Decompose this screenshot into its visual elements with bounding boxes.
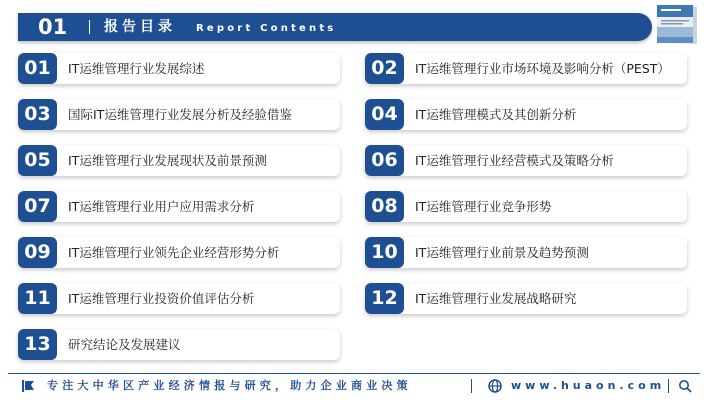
section-subtitle: Report Contents: [196, 23, 337, 34]
toc-item-number: 08: [365, 191, 404, 222]
toc-item-number: 03: [18, 99, 57, 130]
toc-item[interactable]: [365, 237, 687, 268]
toc-item-label: IT运维管理行业用户应用需求分析: [68, 199, 255, 214]
footer-website[interactable]: www.huaon.com: [511, 379, 666, 392]
toc-item[interactable]: [18, 283, 340, 314]
toc-item-label: 国际IT运维管理行业发展分析及经验借鉴: [68, 107, 292, 122]
toc-item-number: 04: [365, 99, 404, 130]
toc-item[interactable]: [18, 145, 340, 176]
toc-item-number: 07: [18, 191, 57, 222]
footer-separator: [668, 379, 669, 393]
toc-item[interactable]: [18, 329, 340, 360]
toc-item-label: IT运维管理行业经营模式及策略分析: [415, 153, 614, 168]
report-cover-thumbnail: [655, 3, 701, 45]
toc-item-number: 01: [18, 53, 57, 84]
flag-icon: [21, 379, 35, 393]
toc-item-label: IT运维管理行业发展综述: [68, 61, 205, 76]
toc-item-number: 09: [18, 237, 57, 268]
toc-item-number: 02: [365, 53, 404, 84]
toc-item[interactable]: [365, 191, 687, 222]
toc-item[interactable]: [365, 53, 687, 84]
toc-item[interactable]: [365, 283, 687, 314]
toc-item-number: 12: [365, 283, 404, 314]
toc-item-label: 研究结论及发展建议: [68, 337, 181, 352]
toc-item-number: 13: [18, 329, 57, 360]
toc-item[interactable]: [365, 99, 687, 130]
toc-item-number: 06: [365, 145, 404, 176]
section-number: 01: [38, 15, 68, 39]
footer-slogan: 专注大中华区产业经济情报与研究，助力企业商业决策: [47, 379, 412, 392]
toc-item-label: IT运维管理行业投资价值评估分析: [68, 291, 255, 306]
toc-item-number: 11: [18, 283, 57, 314]
header-divider: [89, 20, 90, 34]
toc-item-label: IT运维管理模式及其创新分析: [415, 107, 577, 122]
search-icon[interactable]: [678, 379, 692, 393]
toc-item-number: 10: [365, 237, 404, 268]
toc-item[interactable]: [365, 145, 687, 176]
toc-item-label: IT运维管理行业发展现状及前景预测: [68, 153, 267, 168]
section-header: [18, 13, 652, 41]
toc-item-number: 05: [18, 145, 57, 176]
toc-item-label: IT运维管理行业竞争形势: [415, 199, 552, 214]
toc-item-label: IT运维管理行业发展战略研究: [415, 291, 577, 306]
toc-item-label: IT运维管理行业领先企业经营形势分析: [68, 245, 280, 260]
toc-item[interactable]: [18, 237, 340, 268]
toc-item[interactable]: [18, 191, 340, 222]
globe-icon: [488, 379, 502, 393]
toc-item[interactable]: [18, 99, 340, 130]
footer-separator: [471, 379, 472, 393]
section-title: 报告目录: [104, 19, 176, 35]
footer: [0, 374, 705, 398]
toc-item[interactable]: [18, 53, 340, 84]
toc-item-label: IT运维管理行业市场环境及影响分析（PEST）: [415, 61, 670, 76]
toc-item-label: IT运维管理行业前景及趋势预测: [415, 245, 589, 260]
